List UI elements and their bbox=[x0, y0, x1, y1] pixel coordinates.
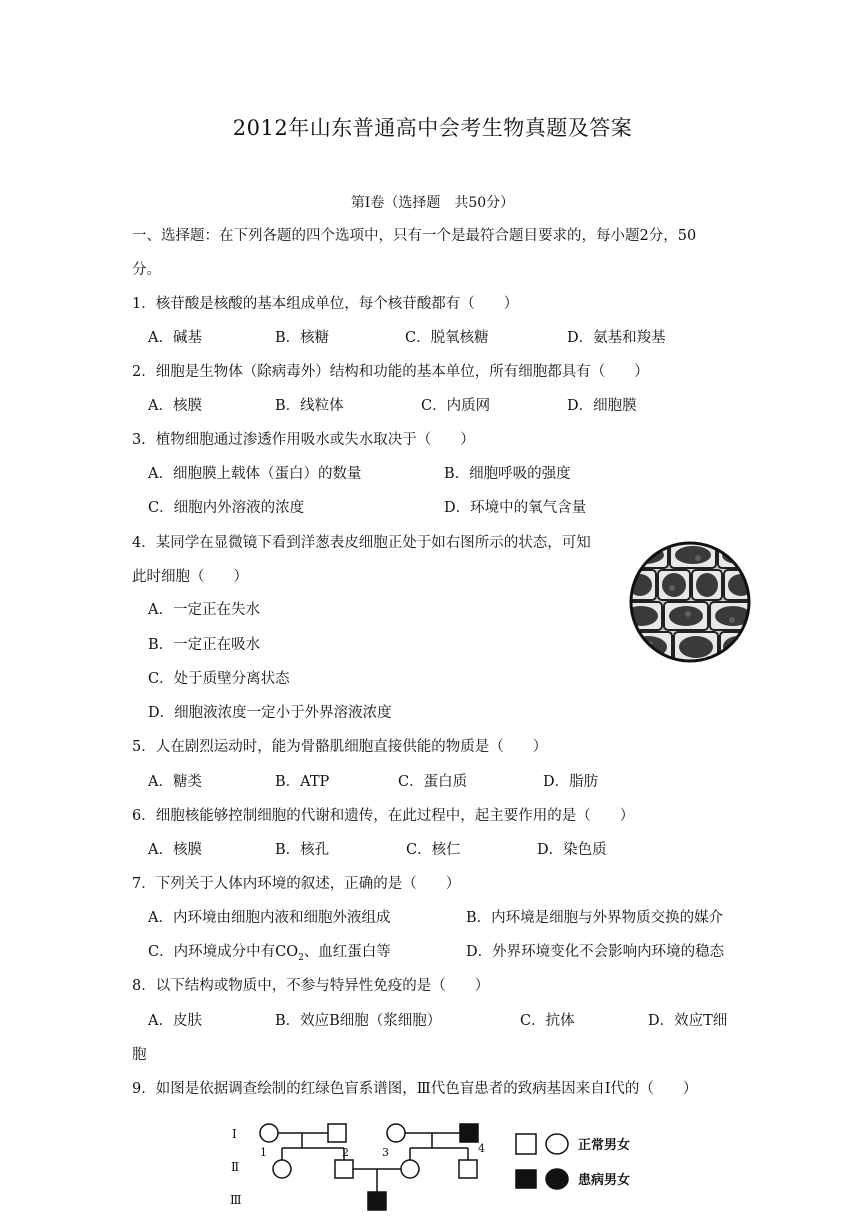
q2-option-a: A．核膜 bbox=[148, 398, 202, 414]
gen-label-2: Ⅱ bbox=[231, 1160, 240, 1174]
legend-affected-male bbox=[516, 1170, 536, 1188]
q3-option-b: B．细胞呼吸的强度 bbox=[444, 466, 571, 482]
ind-num-4: 4 bbox=[478, 1142, 485, 1155]
q1-option-a: A．碱基 bbox=[148, 330, 202, 346]
ind-II-4-male bbox=[459, 1160, 477, 1178]
q3-option-c: C．细胞内外溶液的浓度 bbox=[148, 500, 305, 516]
q6-option-a: A．核膜 bbox=[148, 842, 202, 858]
section-heading: 第Ⅰ卷（选择题 共50分） bbox=[350, 195, 515, 211]
ind-II-3-female bbox=[401, 1160, 419, 1178]
q8-option-d: D．效应T细 bbox=[648, 1013, 728, 1029]
q1-option-d: D．氨基和羧基 bbox=[567, 330, 666, 346]
ind-I-3-female bbox=[387, 1124, 405, 1142]
onion-cells-micrograph bbox=[628, 540, 752, 664]
q4-option-d: D．细胞液浓度一定小于外界溶液浓度 bbox=[148, 705, 392, 721]
page-title: 2012年山东普通高中会考生物真题及答案 bbox=[232, 116, 633, 140]
question-7-stem: 7．下列关于人体内环境的叙述，正确的是（ ） bbox=[132, 876, 461, 892]
legend-normal-male bbox=[516, 1134, 536, 1154]
question-6-stem: 6．细胞核能够控制细胞的代谢和遗传，在此过程中，起主要作用的是（ ） bbox=[132, 808, 635, 824]
q2-option-d: D．细胞膜 bbox=[567, 398, 637, 414]
q7-option-c-subscript: 2 bbox=[298, 952, 304, 963]
q8-option-a: A．皮肤 bbox=[148, 1013, 202, 1029]
ind-II-2-male bbox=[335, 1160, 353, 1178]
question-2-stem: 2．细胞是生物体（除病毒外）结构和功能的基本单位，所有细胞都具有（ ） bbox=[132, 364, 649, 380]
question-9-stem: 9．如图是依据调查绘制的红绿色盲系谱图，Ⅲ代色盲患者的致病基因来自Ⅰ代的（ ） bbox=[132, 1081, 698, 1097]
question-1-stem: 1．核苷酸是核酸的基本组成单位，每个核苷酸都有（ ） bbox=[132, 296, 519, 312]
q5-option-a: A．糖类 bbox=[148, 774, 202, 790]
q2-option-b: B．线粒体 bbox=[275, 398, 344, 414]
ind-I-1-female bbox=[260, 1124, 278, 1142]
q1-option-c: C．脱氧核糖 bbox=[405, 330, 489, 346]
ind-III-1-affected-male bbox=[368, 1192, 386, 1210]
ind-num-3: 3 bbox=[382, 1146, 389, 1159]
q6-option-b: B．核孔 bbox=[275, 842, 330, 858]
q7-option-c bbox=[148, 942, 391, 968]
ind-num-2: 2 bbox=[342, 1146, 349, 1159]
legend-affected-label: 患病男女 bbox=[578, 1173, 631, 1188]
instruction-line-2: 分。 bbox=[132, 262, 161, 278]
q4-option-c: C．处于质壁分离状态 bbox=[148, 671, 290, 687]
question-4-stem-cont: 此时细胞（ ） bbox=[132, 569, 248, 585]
q7-option-c-tail: 、血红蛋白等 bbox=[303, 944, 391, 960]
q2-option-c: C．内质网 bbox=[421, 398, 491, 414]
question-4-stem: 4．某同学在显微镜下看到洋葱表皮细胞正处于如右图所示的状态，可知 bbox=[132, 535, 591, 551]
ind-I-4-affected-male bbox=[460, 1124, 478, 1142]
q6-option-d: D．染色质 bbox=[537, 842, 607, 858]
gen-label-3: Ⅲ bbox=[230, 1193, 242, 1207]
q7-option-d: D．外界环境变化不会影响内环境的稳态 bbox=[466, 944, 725, 960]
q6-option-c: C．核仁 bbox=[406, 842, 461, 858]
q5-option-b: B．ATP bbox=[275, 774, 330, 790]
q5-option-c: C．蛋白质 bbox=[398, 774, 468, 790]
ind-II-1-female bbox=[273, 1160, 291, 1178]
q8-option-d-wrap: 胞 bbox=[132, 1047, 147, 1063]
question-5-stem: 5．人在剧烈运动时，能为骨骼肌细胞直接供能的物质是（ ） bbox=[132, 739, 548, 755]
legend-normal-female bbox=[546, 1134, 568, 1154]
question-8-stem: 8．以下结构或物质中，不参与特异性免疫的是（ ） bbox=[132, 978, 490, 994]
q5-option-d: D．脂肪 bbox=[543, 774, 599, 790]
q4-option-b: B．一定正在吸水 bbox=[148, 637, 261, 653]
q8-option-c: C．抗体 bbox=[520, 1013, 575, 1029]
question-3-stem: 3．植物细胞通过渗透作用吸水或失水取决于（ ） bbox=[132, 432, 475, 448]
ind-I-2-male bbox=[328, 1124, 346, 1142]
q7-option-b: B．内环境是细胞与外界物质交换的媒介 bbox=[466, 910, 724, 926]
q4-option-a: A．一定正在失水 bbox=[148, 602, 260, 618]
q7-option-a: A．内环境由细胞内液和细胞外液组成 bbox=[148, 910, 391, 926]
legend-affected-female bbox=[546, 1169, 568, 1189]
gen-label-1: Ⅰ bbox=[232, 1127, 237, 1141]
colorblind-pedigree-chart bbox=[222, 1112, 682, 1224]
q8-option-b: B．效应B细胞（浆细胞） bbox=[275, 1013, 442, 1029]
q1-option-b: B．核糖 bbox=[275, 330, 330, 346]
legend-normal-label: 正常男女 bbox=[578, 1138, 631, 1153]
ind-num-1: 1 bbox=[260, 1146, 267, 1159]
instruction-line-1: 一、选择题：在下列各题的四个选项中，只有一个是最符合题目要求的，每小题2分，50 bbox=[132, 228, 697, 244]
q3-option-d: D．环境中的氧气含量 bbox=[444, 500, 587, 516]
q7-option-c-text: C．内环境成分中有CO bbox=[148, 944, 299, 960]
q3-option-a: A．细胞膜上载体（蛋白）的数量 bbox=[148, 466, 362, 482]
